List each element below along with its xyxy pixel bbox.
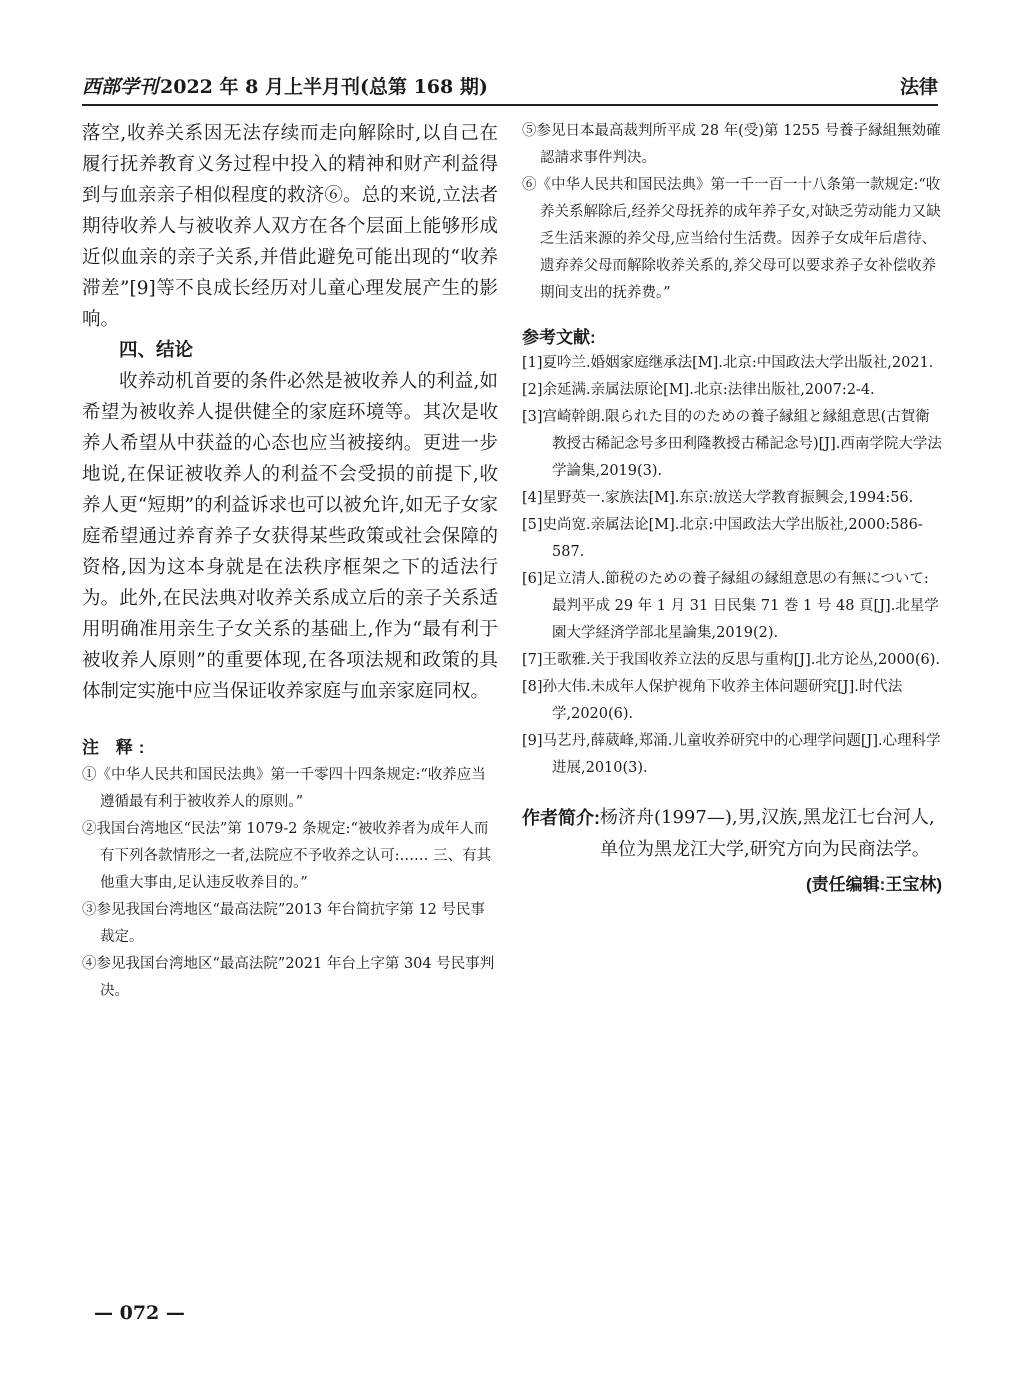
left-column [82, 118, 498, 1005]
reference-item: [9]马艺丹,薛葳峰,郑涌.儿童收养研究中的心理学问题[J].心理科学进展,2010(3). [522, 733, 941, 776]
issue-info: 2022 年 8 月上半月刊(总第 168 期) [160, 76, 488, 98]
note-item: ①《中华人民共和国民法典》第一千零四十四条规定:“收养应当遵循最有利于被收养人的原则。” [82, 767, 486, 810]
page-header [82, 72, 938, 102]
note-item: ②我国台湾地区“民法”第 1079-2 条规定:“被收养者为成年人而有下列各款情形之一者,法院应不予收养之认可:…… 三、有其他重大事由,足认违反收养目的。” [82, 821, 492, 891]
page-number: — 072 — [94, 1302, 185, 1324]
header-rule [82, 104, 938, 106]
section-heading: 四、结论 [119, 340, 194, 361]
reference-item: [3]宫崎幹朗.限られた目的のための養子縁組と縁組意思(古賀衛教授古稀記念号多田利隆教授古稀記念号)[J].西南学院大学法学論集,2019(3). [522, 409, 942, 479]
reference-item: [7]王歌雅.关于我国收养立法的反思与重构[J].北方论丛,2000(6). [522, 652, 941, 668]
journal-logo: 西部学刊 [82, 76, 159, 98]
reference-item: [8]孙大伟.未成年人保护视角下收养主体问题研究[J].时代法学,2020(6). [522, 679, 903, 722]
section-name: 法律 [899, 76, 938, 98]
journal-title [82, 72, 488, 99]
note-item: ⑤参见日本最高裁判所平成 28 年(受)第 1255 号養子縁組無効確認請求事件判决。 [522, 123, 941, 166]
reference-item: [2]余延满.亲属法原论[M].北京:法律出版社,2007:2-4. [522, 382, 875, 398]
notes-title: 注 释: [82, 738, 151, 757]
reference-item: [5]史尚宽.亲属法论[M].北京:中国政法大学出版社,2000:586-587. [522, 517, 923, 560]
author-text: 杨济舟(1997—),男,汉族,黑龙江七台河人,单位为黑龙江大学,研究方向为民商法学。 [600, 807, 935, 860]
notes-list [82, 762, 498, 1005]
right-column [522, 118, 942, 895]
responsible-editor: (责任编辑:王宝林) [806, 875, 942, 894]
references-list [522, 350, 942, 782]
reference-item: [1]夏吟兰.婚姻家庭继承法[M].北京:中国政法大学出版社,2021. [522, 355, 934, 371]
intro-paragraph: 落空,收养关系因无法存续而走向解除时,以自己在履行抚养教育义务过程中投入的精神和财产利益得到与血亲亲子相似程度的救济⑥。总的来说,立法者期待收养人与被收养人双方在各个层面上能够形成近似血亲的亲子关系,并借此避免可能出现的“收养滞差”[9]等不良成长经历对儿童心理发展产生的影响。 [82, 123, 498, 330]
note-item: ⑥《中华人民共和国民法典》第一千一百一十八条第一款规定:“收养关系解除后,经养父母抚养的成年养子女,对缺乏劳动能力又缺乏生活来源的养父母,应当给付生活费。因养子女成年后虐待、遗弃养父母而解除收养关系的,养父母可以要求养子女补偿收养期间支出的抚养费。” [522, 177, 941, 301]
note-item: ③参见我国台湾地区“最高法院”2013 年台简抗字第 12 号民事裁定。 [82, 902, 486, 945]
conclusion-paragraph: 收养动机首要的条件必然是被收养人的利益,如希望为被收养人提供健全的家庭环境等。其次是收养人希望从中获益的心态也应当被接纳。更进一步地说,在保证被收养人的利益不会受损的前提下,收养人更“短期”的利益诉求也可以被允许,如无子女家庭希望通过养育养子女获得某些政策或社会保障的资格,因为这本身就是在法秩序框架之下的适法行为。此外,在民法典对收养关系成立后的亲子关系适用明确准用亲生子女关系的基础上,作为“最有利于被收养人原则”的重要体现,在各项法规和政策的具体制定实施中应当保证收养家庭与血亲家庭同权。 [82, 371, 498, 702]
note-item: ④参见我国台湾地区“最高法院”2021 年台上字第 304 号民事判决。 [82, 956, 495, 999]
reference-item: [4]星野英一.家族法[M].东京:放送大学教育振興会,1994:56. [522, 490, 914, 506]
author-bio [522, 802, 942, 866]
references-title: 参考文献: [522, 328, 596, 347]
author-label: 作者简介: [522, 808, 600, 828]
notes-continued-list [522, 118, 942, 307]
reference-item: [6]足立清人.節税のための養子縁組の縁組意思の有無について:最判平成 29 年 1 月 31 日民集 71 巻 1 号 48 頁[J].北星学園大学経済学部北星論集,2019(2). [522, 571, 939, 641]
